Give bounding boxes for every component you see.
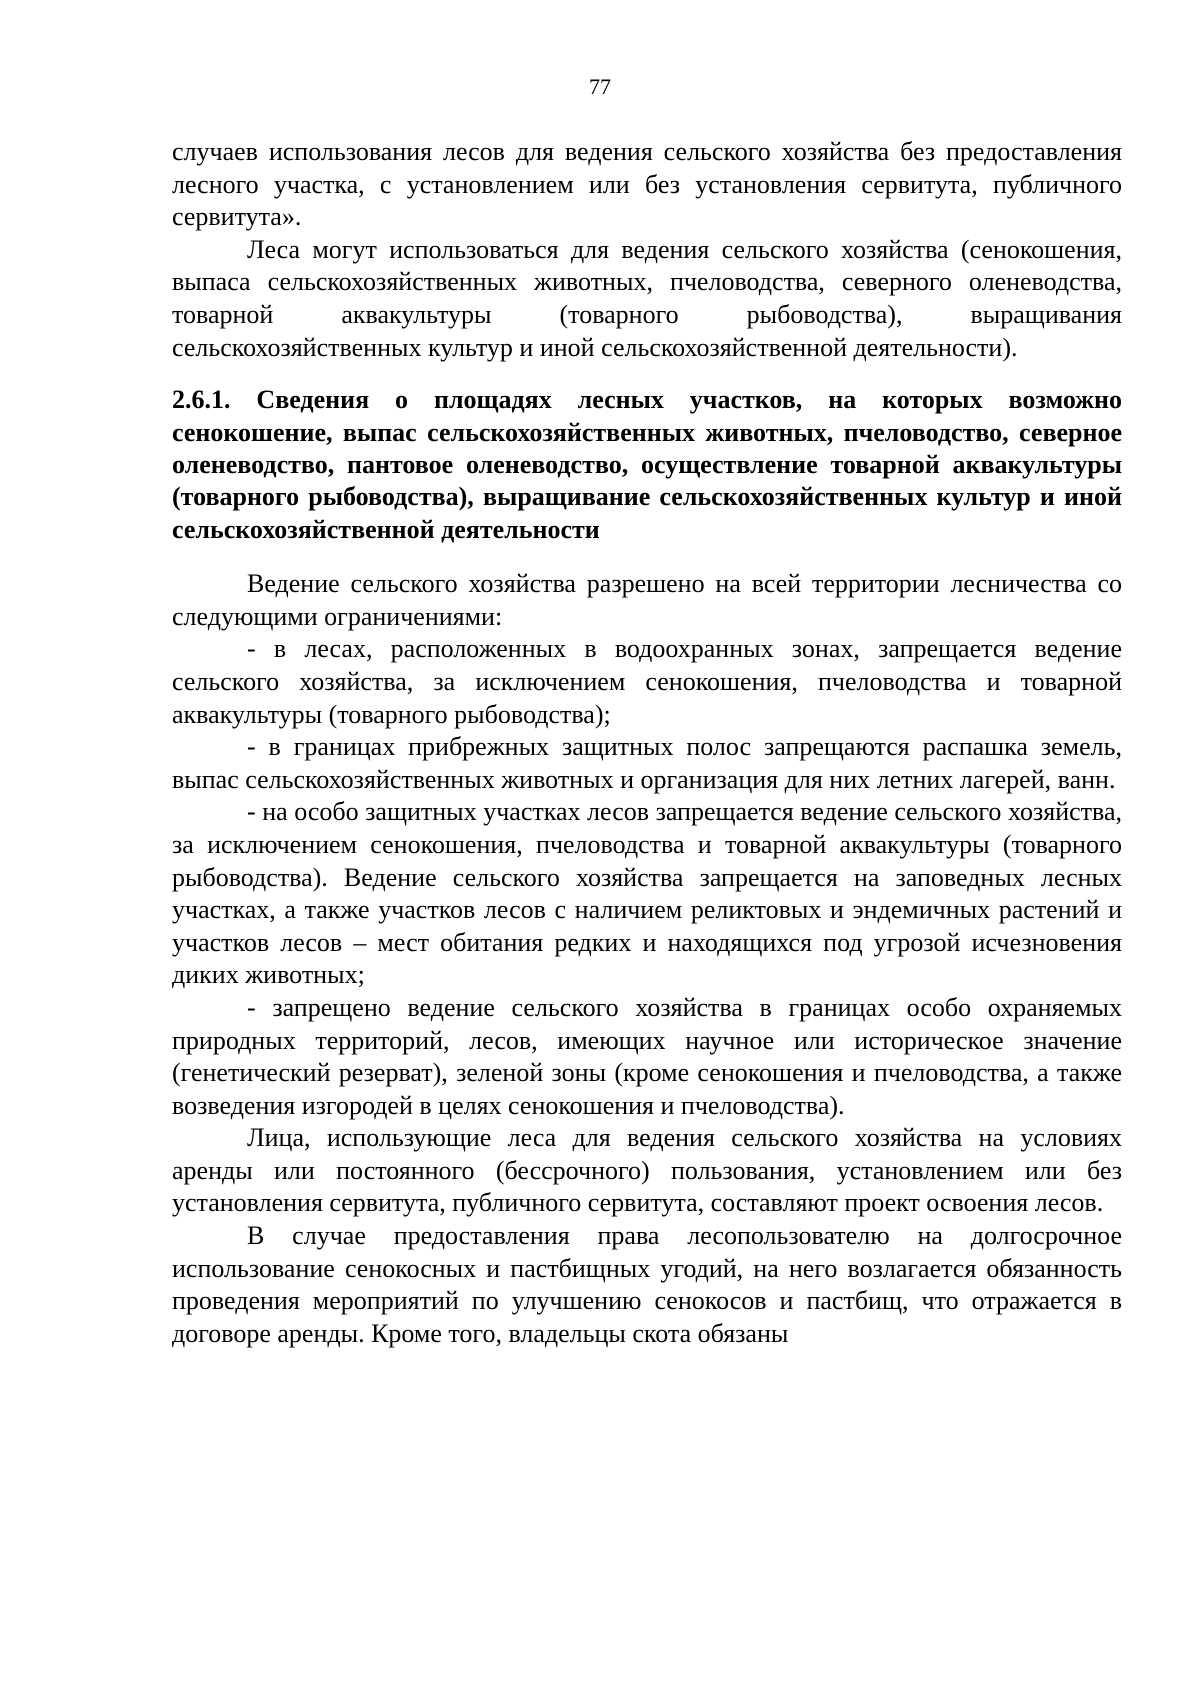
list-item-protected-territories: - запрещено ведение сельского хозяйства в границах особо охраняемых природных территорий, лесов, имеющих научное или историческое значение (генетический резерват), зеленой зоны (кроме сенокошения и пчеловодства, а также возведения изгородей в целях сенокошения и пчеловодства).: [172, 992, 1122, 1120]
paragraph-forest-development-project: Лица, использующие леса для ведения сельского хозяйства на условиях аренды или постоянного (бессрочного) пользования, установлением или без установления сервитута, публичного сервитута, составляют проект освоения лесов.: [172, 1123, 1122, 1218]
paragraph-continuation: случаев использования лесов для ведения сельского хозяйства без предоставления лесного участка, с установлением или без установления сервитута, публичного сервитута».: [172, 137, 1122, 232]
page-number: 77: [589, 74, 611, 99]
paragraph-long-term-use: В случае предоставления права лесопользователю на долгосрочное использование сенокосных и пастбищных угодий, на него возлагается обязанность проведения мероприятий по улучшению сенокосов и пастбищ, что отражается в договоре аренды. Кроме того, владельцы скота обязаны: [172, 1221, 1122, 1348]
list-item-water-protection: - в лесах, расположенных в водоохранных зонах, запрещается ведение сельского хозяйства, за исключением сенокошения, пчеловодства и товарной аквакультуры (товарного рыбоводства);: [172, 634, 1122, 729]
list-item-coastal-strips: - в границах прибрежных защитных полос запрещаются распашка земель, выпас сельскохозяйственных животных и организация для них летних лагерей, ванн.: [172, 732, 1122, 794]
list-item-protective-areas: - на особо защитных участках лесов запрещается ведение сельского хозяйства, за исключением сенокошения, пчеловодства и товарной аквакультуры (товарного рыбоводства). Ведение сельского хозяйства запрещается на заповедных лесных участках, а также участков лесов с наличием реликтовых и эндемичных растений и участков лесов – мест обитания редких и находящихся под угрозой исчезновения диких животных;: [172, 797, 1122, 990]
paragraph-forest-use: Леса могут использоваться для ведения сельского хозяйства (сенокошения, выпаса сельскохозяйственных животных, пчеловодства, северного оленеводства, товарной аквакультуры (товарного рыбоводства), выращивания сельскохозяйственных культур и иной сельскохозяйственной деятельности).: [172, 234, 1122, 362]
page-body: [172, 136, 1122, 1350]
paragraph-restrictions-intro: Ведение сельского хозяйства разрешено на всей территории лесничества со следующими ограничениями:: [172, 569, 1122, 631]
section-heading: 2.6.1. Сведения о площадях лесных участков, на которых возможно сенокошение, выпас сельскохозяйственных животных, пчеловодство, северное оленеводство, пантовое оленеводство, осуществление товарной аквакультуры (товарного рыбоводства), выращивание сельскохозяйственных культур и иной сельскохозяйственной деятельности: [172, 385, 1122, 544]
